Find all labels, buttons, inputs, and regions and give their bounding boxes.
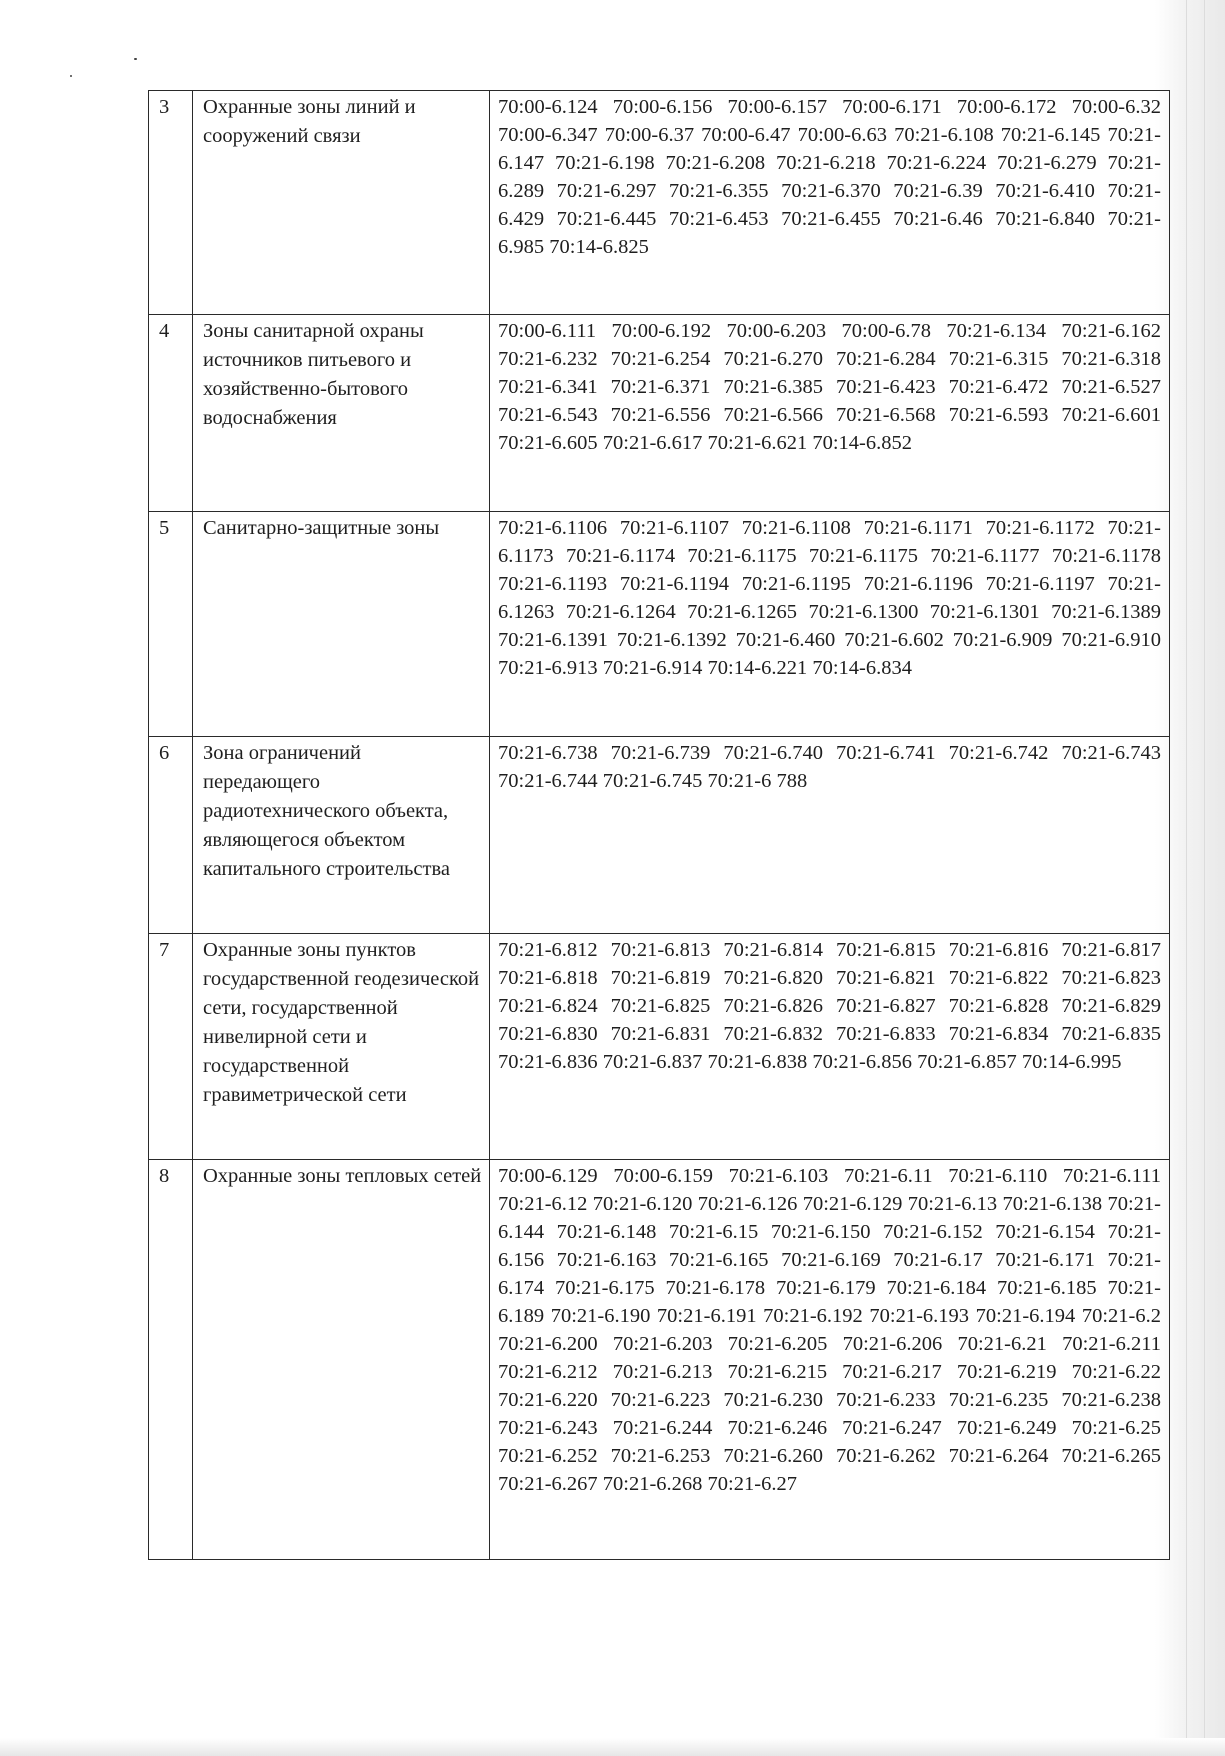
table-row <box>149 1160 1170 1560</box>
zone-name-text: Зона ограничений передающего радиотехнического объекта, являющегося объектом капитального строительства <box>203 742 450 880</box>
zone-codes: 70:21-6.1106 70:21-6.1107 70:21-6.1108 70:21-6.1171 70:21-6.1172 70:21-6.1173 70:21-6.1174 70:21-6.1175 70:21-6.1175 70:21-6.1177 70:21-6.1178 70:21-6.1193 70:21-6.1194 70:21-6.1195 70:21-6.1196 70:21-6.1197 70:21-6.1263 70:21-6.1264 70:21-6.1265 70:21-6.1300 70:21-6.1301 70:21-6.1389 70:21-6.1391 70:21-6.1392 70:21-6.460 70:21-6.602 70:21-6.909 70:21-6.910 70:21-6.913 70:21-6.914 70:14-6.221 70:14-6.834 <box>490 512 1170 737</box>
scan-speck <box>134 58 137 60</box>
zone-name-text: Охранные зоны пунктов государственной геодезической сети, государственной нивелирной сети и государственной гравиметрической сети <box>203 939 480 1106</box>
table-row <box>149 934 1170 1160</box>
zone-name <box>193 512 490 737</box>
row-number: 7 <box>149 934 193 1160</box>
zone-name-text: Санитарно-защитные зоны <box>203 517 440 539</box>
row-number: 3 <box>149 91 193 315</box>
zone-name <box>193 315 490 512</box>
zone-codes: 70:21-6.812 70:21-6.813 70:21-6.814 70:21-6.815 70:21-6.816 70:21-6.817 70:21-6.818 70:21-6.819 70:21-6.820 70:21-6.821 70:21-6.822 70:21-6.823 70:21-6.824 70:21-6.825 70:21-6.826 70:21-6.827 70:21-6.828 70:21-6.829 70:21-6.830 70:21-6.831 70:21-6.832 70:21-6.833 70:21-6.834 70:21-6.835 70:21-6.836 70:21-6.837 70:21-6.838 70:21-6.856 70:21-6.857 70:14-6.995 <box>490 934 1170 1160</box>
zone-name-text: Охранные зоны тепловых сетей <box>203 1165 482 1187</box>
zone-codes: 70:00-6.111 70:00-6.192 70:00-6.203 70:00-6.78 70:21-6.134 70:21-6.162 70:21-6.232 70:21-6.254 70:21-6.270 70:21-6.284 70:21-6.315 70:21-6.318 70:21-6.341 70:21-6.371 70:21-6.385 70:21-6.423 70:21-6.472 70:21-6.527 70:21-6.543 70:21-6.556 70:21-6.566 70:21-6.568 70:21-6.593 70:21-6.601 70:21-6.605 70:21-6.617 70:21-6.621 70:14-6.852 <box>490 315 1170 512</box>
page-edge-line <box>1204 0 1205 1756</box>
zone-codes: 70:00-6.129 70:00-6.159 70:21-6.103 70:21-6.11 70:21-6.110 70:21-6.111 70:21-6.12 70:21-6.120 70:21-6.126 70:21-6.129 70:21-6.13 70:21-6.138 70:21-6.144 70:21-6.148 70:21-6.15 70:21-6.150 70:21-6.152 70:21-6.154 70:21-6.156 70:21-6.163 70:21-6.165 70:21-6.169 70:21-6.17 70:21-6.171 70:21-6.174 70:21-6.175 70:21-6.178 70:21-6.179 70:21-6.184 70:21-6.185 70:21-6.189 70:21-6.190 70:21-6.191 70:21-6.192 70:21-6.193 70:21-6.194 70:21-6.2 70:21-6.200 70:21-6.203 70:21-6.205 70:21-6.206 70:21-6.21 70:21-6.211 70:21-6.212 70:21-6.213 70:21-6.215 70:21-6.217 70:21-6.219 70:21-6.22 70:21-6.220 70:21-6.223 70:21-6.230 70:21-6.233 70:21-6.235 70:21-6.238 70:21-6.243 70:21-6.244 70:21-6.246 70:21-6.247 70:21-6.249 70:21-6.25 70:21-6.252 70:21-6.253 70:21-6.260 70:21-6.262 70:21-6.264 70:21-6.265 70:21-6.267 70:21-6.268 70:21-6.27 <box>490 1160 1170 1560</box>
row-number: 8 <box>149 1160 193 1560</box>
zone-name <box>193 91 490 315</box>
zone-name <box>193 934 490 1160</box>
table-row <box>149 91 1170 315</box>
table-row <box>149 512 1170 737</box>
zone-name-text: Зоны санитарной охраны источников питьевого и хозяйственно-бытового водоснабжения <box>203 320 424 429</box>
zones-table <box>148 90 1170 1560</box>
zone-codes: 70:00-6.124 70:00-6.156 70:00-6.157 70:00-6.171 70:00-6.172 70:00-6.32 70:00-6.347 70:00-6.37 70:00-6.47 70:00-6.63 70:21-6.108 70:21-6.145 70:21-6.147 70:21-6.198 70:21-6.208 70:21-6.218 70:21-6.224 70:21-6.279 70:21-6.289 70:21-6.297 70:21-6.355 70:21-6.370 70:21-6.39 70:21-6.410 70:21-6.429 70:21-6.445 70:21-6.453 70:21-6.455 70:21-6.46 70:21-6.840 70:21-6.985 70:14-6.825 <box>490 91 1170 315</box>
page-bottom-shadow <box>0 1738 1225 1756</box>
row-number: 5 <box>149 512 193 737</box>
table-row <box>149 737 1170 934</box>
scan-speck <box>70 75 72 77</box>
zone-name-text: Охранные зоны линий и сооружений связи <box>203 96 416 147</box>
zone-codes: 70:21-6.738 70:21-6.739 70:21-6.740 70:21-6.741 70:21-6.742 70:21-6.743 70:21-6.744 70:21-6.745 70:21-6 788 <box>490 737 1170 934</box>
row-number: 4 <box>149 315 193 512</box>
zone-name <box>193 1160 490 1560</box>
row-number: 6 <box>149 737 193 934</box>
zone-name <box>193 737 490 934</box>
page-edge-line <box>1186 0 1187 1756</box>
table-row <box>149 315 1170 512</box>
